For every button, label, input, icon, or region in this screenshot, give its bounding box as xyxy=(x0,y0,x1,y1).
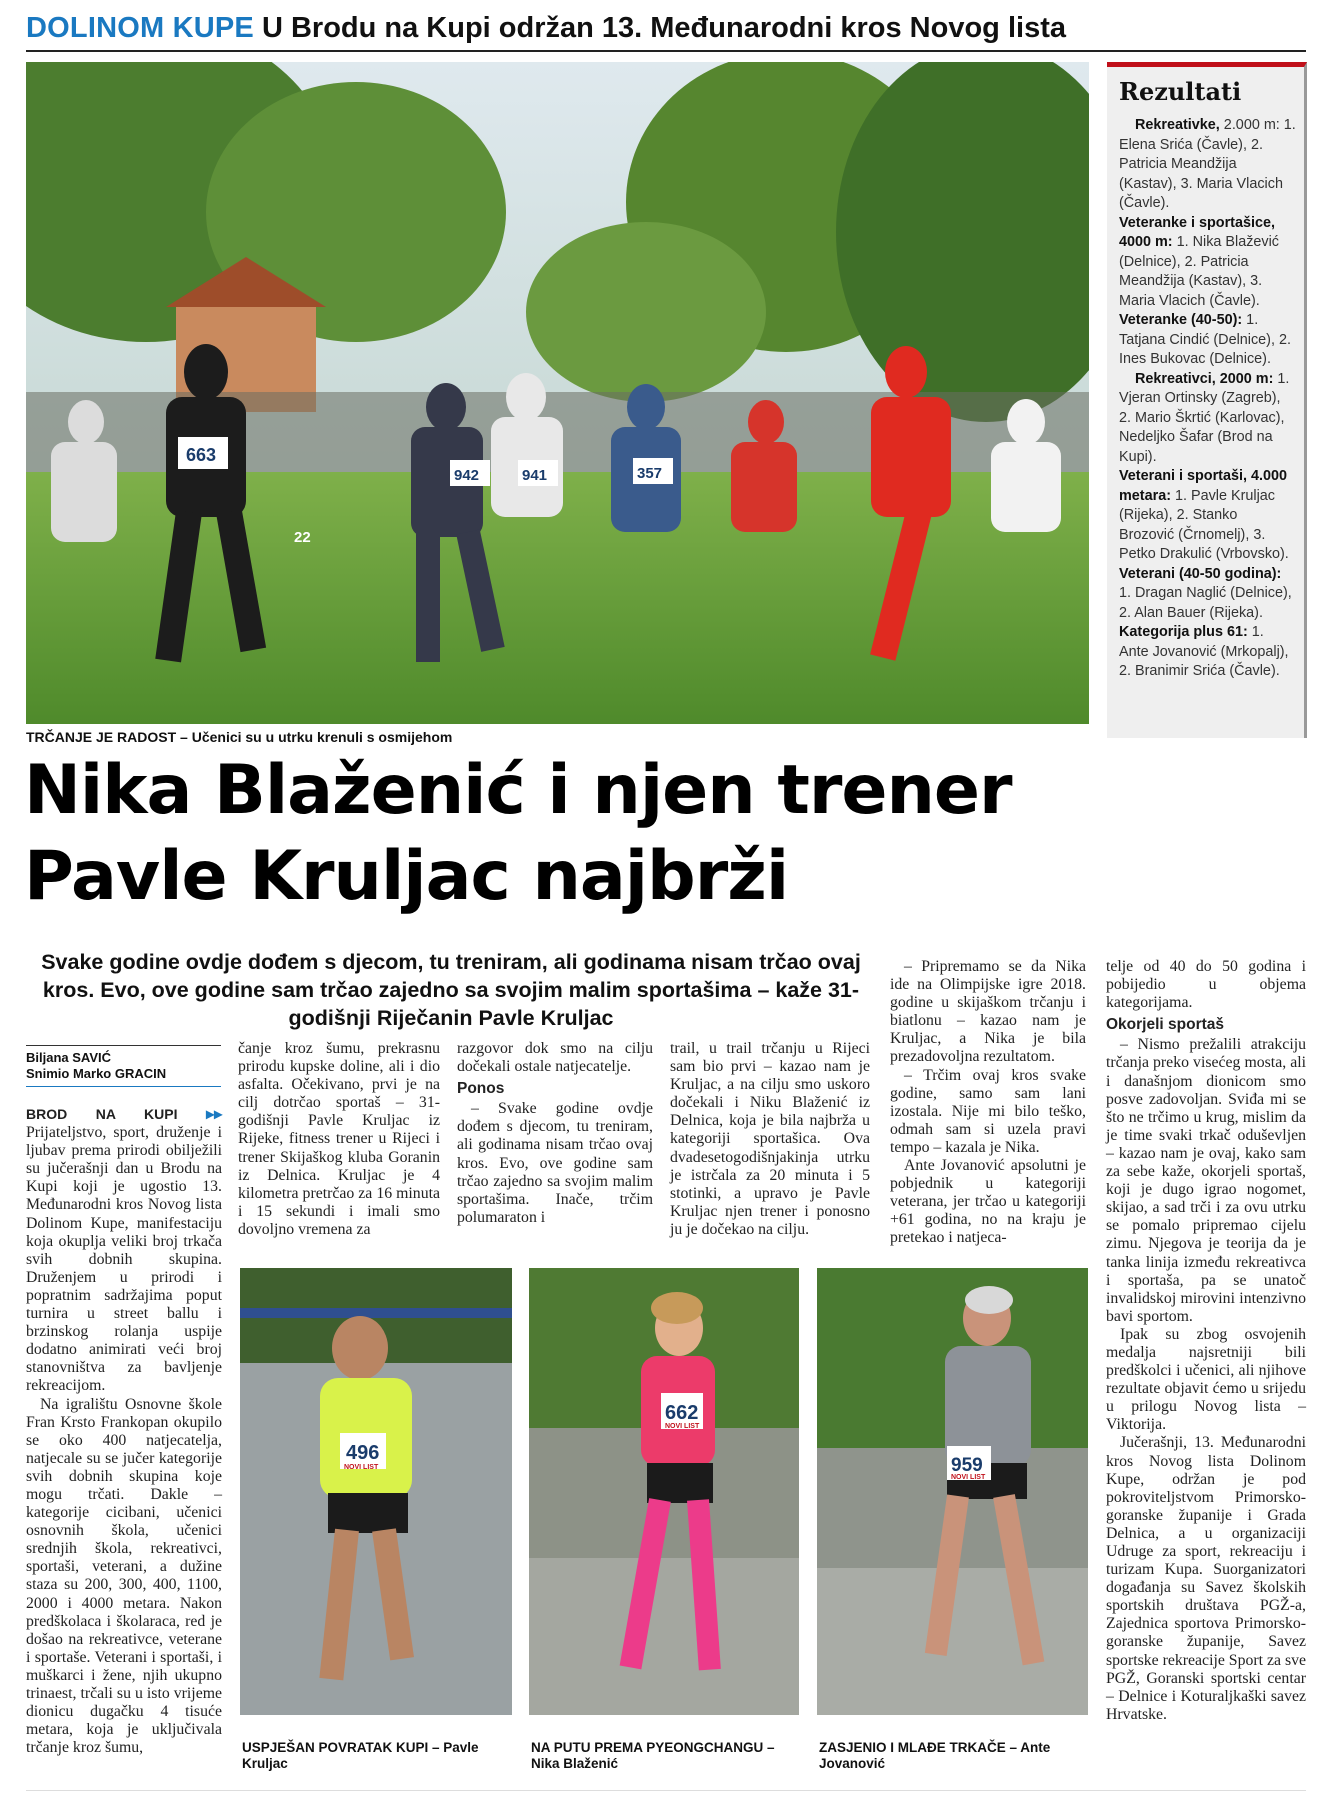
result-entry: Veteranke i sportašice, 4000 m: 1. Nika Blažević (Delnice), 2. Patricia Meandžija (Kastav), 3. Maria Vlacich (Čavle). xyxy=(1119,214,1279,309)
article-column-6 xyxy=(1106,958,1306,1794)
bib-662-sub: NOVI LIST xyxy=(665,1423,700,1430)
dateline-arrow-icon: ▸▸ xyxy=(206,1106,223,1123)
article-paragraph: – Svake godine ovdje dođem s djecom, tu treniram, ali godinama nisam trčao ovaj kros. Evo, ove godine sam trčao zajedno sa svojim malim sportašima. Inače, trčim polumaraton i xyxy=(457,1100,653,1226)
bib-663: 663 xyxy=(186,445,217,465)
byline-author: Biljana SAVIĆ xyxy=(26,1050,112,1065)
bottom-rule xyxy=(26,1790,1306,1791)
photo-pavle-kruljac xyxy=(240,1268,512,1715)
lead-paragraph: Svake godine ovdje dođem s djecom, tu treniram, ali godinama nisam trčao ovaj kros. Evo, ove godine sam trčao zajedno sa svojim malim sportašima – kaže 31-godišnji Riječanin Pavle Kruljac xyxy=(41,950,861,1030)
results-title: Rezultati xyxy=(1119,77,1242,106)
caption-photo-b: NA PUTU PREMA PYEONGCHANGU – Nika Blaženić xyxy=(531,1740,775,1771)
byline-photo: Snimio Marko GRACIN xyxy=(26,1066,167,1081)
article-paragraph: razgovor dok smo na cilju dočekali ostale natjecatelje. xyxy=(457,1040,653,1076)
bib-496: 496 xyxy=(346,1442,380,1464)
subheading-okorjeli-sportas: Okorjeli sportaš xyxy=(1106,1016,1225,1034)
article-paragraph: trail, u trail trčanju u Rijeci sam bio prvi – kazao nam je Kruljac, a na cilju smo uskoro dočekali i Niku Blaženić iz Delnica, koja je bila najbrža u kategoriji sportašica. Ova dvadesetogodišnjakinja utrku je istrčala za 20 minuta i 5 stotinki, a upravo je Pavle Kruljac njen trener i ponosno ju je dočekao na cilju. xyxy=(670,1040,870,1238)
bib-942: 942 xyxy=(454,467,480,484)
byline xyxy=(26,1045,221,1087)
result-entry: Kategorija plus 61: 1. Ante Jovanović (Mrkopalj), 2. Branimir Srića (Čavle). xyxy=(1119,624,1289,679)
caption-photo-a: USPJEŠAN POVRATAK KUPI – Pavle Kruljac xyxy=(242,1740,479,1771)
results-box xyxy=(1107,62,1307,738)
article-column-4 xyxy=(670,1040,870,1266)
subheading-ponos: Ponos xyxy=(457,1080,505,1098)
headline-line-1: Nika Blaženić i njen trener xyxy=(24,751,1012,830)
result-entry: Rekreativke, 2.000 m: 1. Elena Srića (Čavle), 2. Patricia Meandžija (Kastav), 3. Maria Vlacich (Čavle). xyxy=(1119,117,1296,211)
article-column-3 xyxy=(457,1040,653,1266)
article-column-1 xyxy=(26,1105,222,1795)
article-paragraph: Prijateljstvo, sport, druženje i ljubav prema prirodi obilježili su jučerašnji dan u Brodu na Kupi koji je ugostio 13. Međunarodni kros Novog lista Dolinom Kupe, manifestaciju koja okuplja veliki broj trkača svih dobnih skupina. Druženjem u prirodi i popratnim sadržajima poput turnira u street ballu i brzinskog rolanja uspije dodatno animirati veći broj stanovništva za bavljenje rekreacijom. xyxy=(26,1124,222,1395)
article-paragraph: telje od 40 do 50 godina i pobijedio u objema kategorijama. xyxy=(1106,958,1306,1012)
result-entry: Veterani i sportaši, 4.000 metara: 1. Pavle Kruljac (Rijeka), 2. Stanko Brozović (Črnomelj), 3. Petko Drakulić (Vrbovsko). xyxy=(1119,468,1289,562)
bib-357: 357 xyxy=(637,465,663,482)
bib-959: 959 xyxy=(951,1455,983,1476)
headline-line-2: Pavle Kruljac najbrži xyxy=(24,837,789,916)
results-list xyxy=(1119,116,1296,682)
result-entry: Veteranke (40-50): 1. Tatjana Cindić (Delnice), 2. Ines Bukovac (Delnice). xyxy=(1119,312,1291,367)
article-paragraph: Ipak su zbog osvojenih medalja najsretniji bili predškolci i učenici, ali njihove rezultate objavit ćemo u srijedu u prilogu Novog lista – Viktorija. xyxy=(1106,1325,1306,1434)
main-photo-runners xyxy=(26,62,1089,724)
headline xyxy=(24,748,1314,920)
header-title: U Brodu na Kupi održan 13. Međunarodni kros Novog lista xyxy=(261,12,1066,44)
result-entry: Rekreativci, 2000 m: 1. Vjeran Ortinsky (Zagreb), 2. Mario Škrtić (Karlovac), Nedeljko Šafar (Brod na Kupi). xyxy=(1119,370,1290,465)
caption-photo-c: ZASJENIO I MLAĐE TRKAČE – Ante Jovanović xyxy=(819,1740,1051,1771)
dateline: BROD NA KUPI xyxy=(26,1106,178,1122)
article-column-2 xyxy=(238,1040,440,1266)
article-paragraph: – Nismo prežalili atrakciju trčanja preko visećeg mosta, ali i današnjom dionicom smo posve zadovoljan. Sviđa mi se što ne trčimo u krug, mislim da je time svaki trkač oduševljen – kazao nam je ovaj, kako sam za sebe kaže, okorjeli sportaš, koji je dugo igrao nogomet, skijao, a sad trči i za ovu utrku se pomalo pripremao cijelu zimu. Njegova je teorija da je tanka linija između rekreativca i sportaša, pa se unatoč invalidskoj mirovini intenzivno bavi sportom. xyxy=(1106,1036,1306,1325)
main-caption-lead: TRČANJE JE RADOST xyxy=(26,729,177,745)
main-photo-caption xyxy=(26,729,1086,745)
section-label: DOLINOM KUPE xyxy=(26,12,254,44)
page-header xyxy=(26,12,1306,52)
photo-nika-blazenic xyxy=(529,1268,799,1715)
article-paragraph: – Trčim ovaj kros svake godine, samo sam lani izostala. Nije mi bilo teško, odmah sam si uzela pravi tempo – kazala je Nika. xyxy=(890,1066,1086,1156)
article-paragraph: Na igralištu Osnovne škole Fran Krsto Frankopan okupilo se oko 400 natjecatelja, natjecale su se jučer kategorije svih dobnih skupina koje mogu trčati. Dakle – kategorije cicibani, učenici osnovnih škola, učenici srednjih škola, rekreativci, sportaši, veterani, a dužine staza su 200, 300, 400, 1100, 2000 i 4000 metara. Nakon predškolaca i školaraca, red je došao na rekreativce, veterane i sportaše. Veterani i sportaši, i muškarci i žene, njih ukupno trinaest, trčali su u isto vrijeme dionicu dugačku 4 tisuće metara, koja je uključivala trčanje kroz šumu, xyxy=(26,1395,222,1757)
article-paragraph: Ante Jovanović apsolutni je pobjednik u kategoriji veterana, jer trčao u kategoriji +61 godina, no na kraju je pretekao i natjeca- xyxy=(890,1157,1086,1247)
bib-662: 662 xyxy=(665,1402,699,1424)
bib-496-sub: NOVI LIST xyxy=(344,1464,379,1471)
photo-ante-jovanovic xyxy=(817,1268,1088,1715)
article-paragraph: – Pripremamo se da Nika ide na Olimpijske igre 2018. godine u skijaškom trčanju i biatlonu – kazao nam je Kruljac, a Nika je bila prezadovoljna rezultatom. xyxy=(890,958,1086,1066)
bib-941: 941 xyxy=(522,467,548,484)
main-caption-text: – Učenici su u utrku krenuli s osmijehom xyxy=(176,729,453,745)
bib-959-sub: NOVI LIST xyxy=(951,1474,986,1481)
bib-22: 22 xyxy=(294,529,311,546)
article-paragraph: Jučerašnji, 13. Međunarodni kros Novog lista Dolinom Kupe, održan je pod pokroviteljstvom Primorsko-goranske županije i Grada Delnica, a u organizaciji Udruge za sport, rekreaciju i turizam Kupa. Suorganizatori događanja su Savez školskih sportskih društava PGŽ-a, Zajednica sportova Primorsko-goranske županije, Savez sportske rekreacije Sport za sve PGŽ, Goranski sportski centar – Delnice i Koturaljkaški savez Hrvatske. xyxy=(1106,1434,1307,1723)
result-entry: Veterani (40-50 godina): 1. Dragan Naglić (Delnice), 2. Alan Bauer (Rijeka). xyxy=(1119,565,1292,621)
article-paragraph: čanje kroz šumu, prekrasnu prirodu kupske doline, ali i dio asfalta. Očekivano, prvi je na cilj dotrčao sportaš – 31-godišnji Pavle Kruljac iz Rijeke, fitness trener u Rijeci i trener Skijaškog kluba Goranin iz Delnica. Kruljac je 4 kilometra pretrčao za 16 minuta i 15 sekundi i imali smo dovoljno vremena za xyxy=(238,1040,440,1238)
article-column-5 xyxy=(890,958,1086,1266)
